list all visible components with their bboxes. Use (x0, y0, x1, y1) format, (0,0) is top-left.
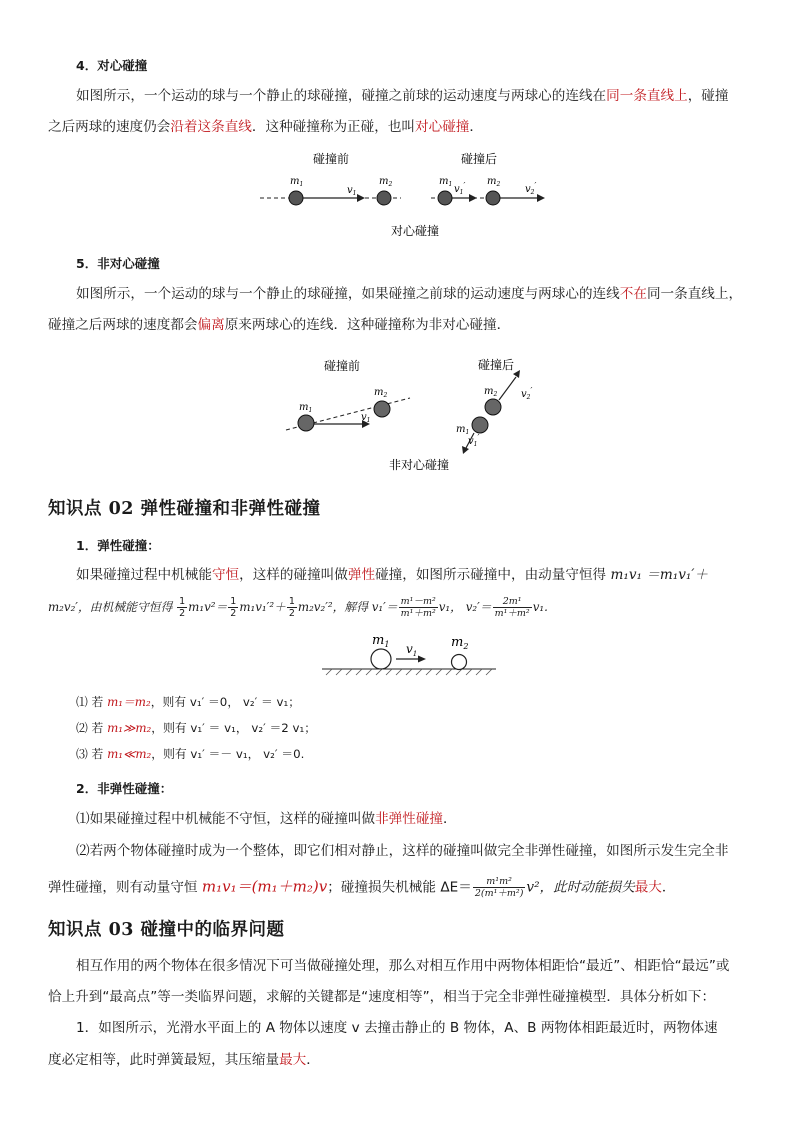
label-v1p: $v_1'$ (468, 433, 480, 448)
case-line: ⑴ 若 m₁＝m₂，则有 v₁′ ＝0， v₂′ ＝ v₁； (76, 695, 301, 709)
paragraph-line: 1．如图所示，光滑水平面上的 A 物体以速度 v 去撞击静止的 B 物体，A、B 两物体相距最近时，两物体速 (76, 1020, 718, 1036)
label-m1-after: $m_1$ (456, 424, 470, 436)
label-m1-after: $m_1$ (439, 176, 453, 188)
paragraph-line: 如图所示，一个运动的球与一个静止的球碰撞，如果碰撞之前球的运动速度与两球心的连线不在同一条直线上， (76, 286, 743, 302)
label-v1: $v_1$ (361, 412, 371, 424)
case-line: ⑶ 若 m₁≪m₂，则有 v₁′ ＝－ v₁， v₂′ ＝0. (76, 747, 305, 761)
ball-m2 (374, 401, 390, 417)
head-on-collision-figure (255, 148, 555, 243)
label-m2-after: $m_2$ (487, 176, 501, 188)
elastic-collision-figure (320, 632, 498, 676)
paragraph-line: 如果碰撞过程中机械能守恒，这样的碰撞叫做弹性碰撞，如图所示碰撞中，由动量守恒得 m₁v₁ ＝m₁v₁′＋ (76, 567, 709, 583)
after-label: 碰撞后 (461, 152, 498, 166)
label-m1: $m_1$ (299, 402, 313, 414)
arrow-head (357, 194, 365, 202)
oblique-collision-figure (270, 350, 540, 475)
arrow-head (469, 194, 477, 202)
knowledge-point-heading: 知识点 02 弹性碰撞和非弹性碰撞 (48, 499, 321, 519)
paragraph-line: 恰上升到“最高点”等一类临界问题，求解的关键都是“速度相等”，相当于完全非弹性碰撞模型．具体分析如下： (48, 989, 716, 1005)
arrow-head (418, 656, 426, 663)
paragraph-line: 度必定相等，此时弹簧最短，其压缩量最大． (48, 1052, 320, 1068)
knowledge-point-heading: 知识点 03 碰撞中的临界问题 (48, 920, 285, 940)
arrow-head (537, 194, 545, 202)
arrow-head (513, 370, 520, 378)
paragraph-line: 如图所示，一个运动的球与一个静止的球碰撞，碰撞之前球的运动速度与两球心的连线在同一条直线上，碰撞 (76, 88, 729, 104)
ball-m1-after (472, 417, 488, 433)
ball-m1-after (438, 191, 452, 205)
figure-caption: 非对心碰撞 (389, 458, 450, 472)
ball-m2-after (485, 399, 501, 415)
ball-m2 (377, 191, 391, 205)
velocity-arrow-v2p (499, 377, 516, 400)
paragraph-line: 弹性碰撞，则有动量守恒 m₁v₁＝(m₁＋m₂)v；碰撞损失机械能 ΔE＝ $\frac{\text{m¹m²}}{\text{2(m¹＋m²)}}$ v²，此时动能损失最大． (48, 876, 676, 899)
subsection-heading: 1．弹性碰撞： (76, 538, 160, 553)
paragraph-line: 碰撞之后两球的速度都会偏离原来两球心的连线．这种碰撞称为非对心碰撞． (48, 317, 511, 333)
label-v1: $v_1$ (406, 642, 418, 658)
label-v2p: $v_2'$ (525, 181, 537, 196)
label-m1: $m_1$ (290, 176, 304, 188)
fraction: $\frac{\text{2m¹}}{\text{m¹＋m²}}$ (494, 596, 530, 619)
paragraph-line: ⑵若两个物体碰撞时成为一个整体，即它们相对静止，这样的碰撞叫做完全非弹性碰撞，如图所示发生完全非 (76, 843, 729, 859)
ball-m2-after (486, 191, 500, 205)
label-m2: $m_2$ (379, 176, 393, 188)
case-line: ⑵ 若 m₁≫m₂，则有 v₁′ ＝ v₁， v₂′ ＝2 v₁； (76, 721, 317, 735)
ball-m1 (289, 191, 303, 205)
label-m1: $m_1$ (372, 633, 390, 649)
label-m2: $m_2$ (451, 635, 469, 651)
label-m2-after: $m_2$ (484, 386, 498, 398)
figure-caption: 对心碰撞 (391, 224, 440, 238)
section-heading: 5．非对心碰撞 (76, 256, 160, 271)
ball-m2 (452, 655, 467, 670)
fraction: $\frac{\text{m¹m²}}{\text{2(m¹＋m²)}}$ (474, 876, 524, 899)
before-label: 碰撞前 (313, 152, 350, 166)
label-m2: $m_2$ (374, 387, 388, 399)
fraction: $\frac{1}{2}$ (288, 596, 295, 619)
ball-m1 (371, 649, 391, 669)
before-label: 碰撞前 (324, 359, 361, 373)
section-heading: 4．对心碰撞 (76, 58, 148, 73)
after-label: 碰撞后 (478, 358, 515, 372)
fraction: $\frac{1}{2}$ (179, 596, 186, 619)
subsection-heading: 2．非弹性碰撞： (76, 781, 173, 796)
label-v1p: $v_1'$ (454, 181, 466, 196)
arrow-head (462, 446, 469, 454)
paragraph-line: 相互作用的两个物体在很多情况下可当做碰撞处理，那么对相互作用中两物体相距恰“最近”、相距恰“最远”或 (76, 958, 730, 974)
equation-line: m₂v₂′，由机械能守恒得 $\frac{1}{2}$ m₁v²＝ $\frac{1}{2}$ m₁v₁′²＋ $\frac{1}{2}$ m₂v₂′²，解得 v₁′＝ $\frac{\text{m¹－m²}}{\text{m¹＋m²}}$ v₁， v₂′＝ $\frac{\text{2m¹}}{\text{m¹＋m²}}$ v₁. (48, 596, 548, 619)
ground-hatching (326, 669, 492, 675)
label-v2p: $v_2'$ (521, 386, 533, 401)
fraction: $\frac{1}{2}$ (230, 596, 237, 619)
fraction: $\frac{\text{m¹－m²}}{\text{m¹＋m²}}$ (400, 596, 436, 619)
ball-m1 (298, 415, 314, 431)
label-v1: $v_1$ (347, 185, 357, 197)
paragraph-line: ⑴如果碰撞过程中机械能不守恒，这样的碰撞叫做非弹性碰撞． (76, 811, 457, 827)
paragraph-line: 之后两球的速度仍会沿着这条直线．这种碰撞称为正碰，也叫对心碰撞． (48, 119, 483, 135)
